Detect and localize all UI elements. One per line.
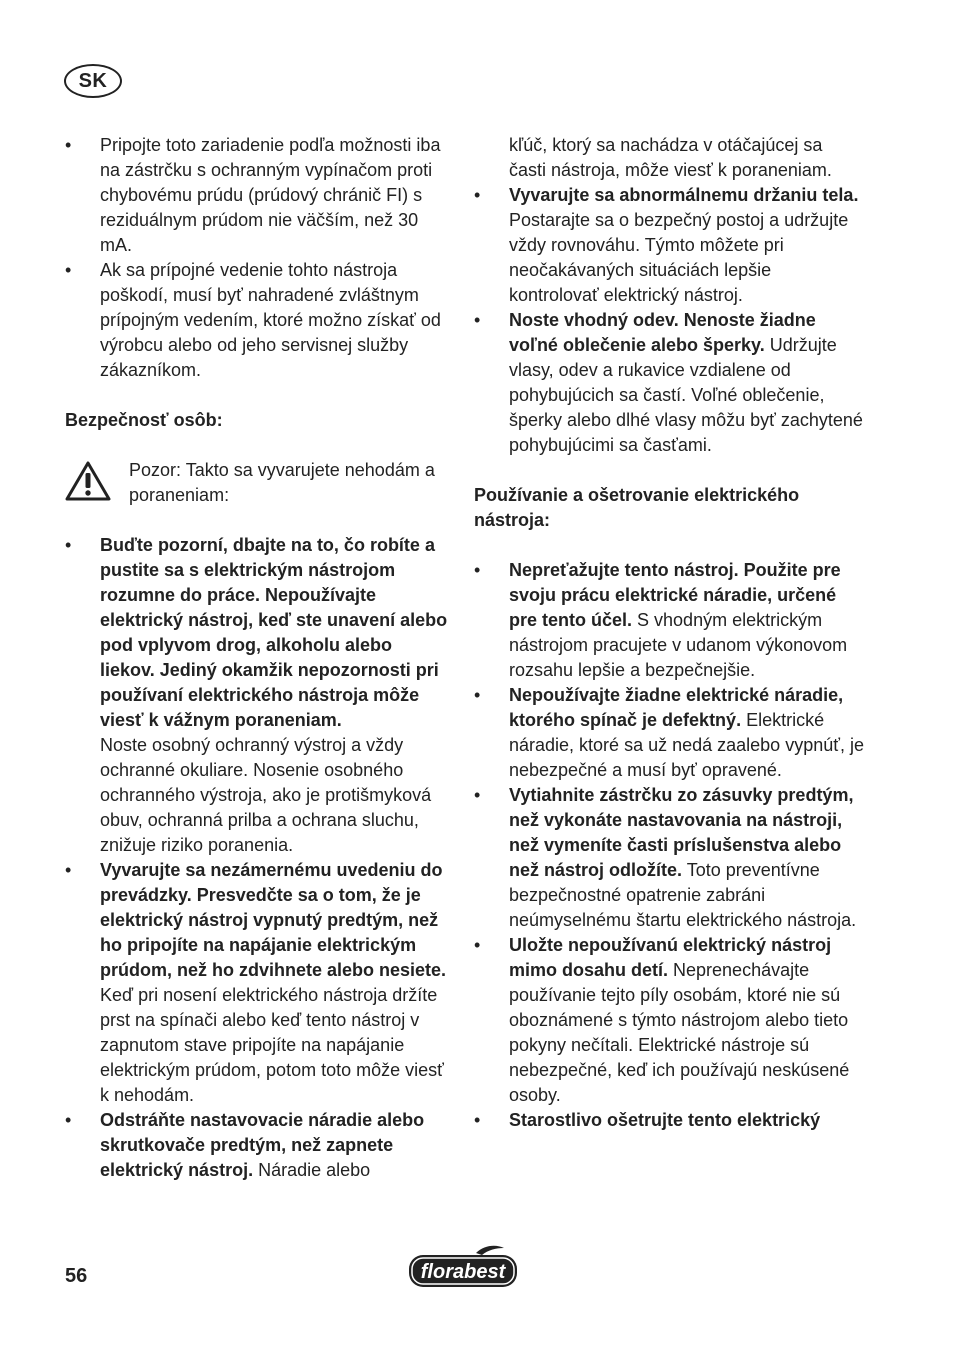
list-item-text: Elektrické náradie, ktoré sa už nedá zaalebo vypnúť, je nebezpečné a musí byť opravené. — [509, 710, 864, 780]
section-heading-tool-use: Používanie a ošetrovanie elektrického nástroja: — [474, 485, 800, 530]
page-number: 56 — [65, 1265, 88, 1287]
list-item-bold: Uložte nepoužívanú elektrický nástroj mimo dosahu detí. — [509, 935, 832, 980]
list-item — [65, 1108, 450, 1183]
list-item-text: Náradie alebo — [253, 1160, 371, 1180]
list-item — [474, 683, 864, 783]
list-item-bold: Vytiahnite zástrčku zo zásuvky predtým, než vykonáte nastavovania na nástroji, než vymeníte časti príslušenstva alebo než nástroj odložíte. — [509, 785, 854, 880]
list-item-text: Neprenechávajte používanie tejto píly osobám, ktoré nie sú oboznámené s týmto nástrojom alebo tieto pokyny nečítali. Elektrické nástroje sú nebezpečné, keď ich používajú neskúsené osoby. — [509, 960, 850, 1105]
warning-triangle-icon — [65, 460, 111, 502]
list-item-text: Keď pri nosení elektrického nástroja držíte prst na spínači alebo keď tento nástroj v zapnutom stave pripojíte na napájanie elektrickým prúdom, potom toto môže viesť k nehodám. — [100, 985, 444, 1105]
list-item-bold: Nepoužívajte žiadne elektrické náradie, ktorého spínač je defektný. — [509, 685, 844, 730]
bullet: • — [474, 685, 481, 705]
list-item — [474, 308, 864, 458]
warning-notice — [65, 458, 450, 508]
list-item-text: Postarajte sa o bezpečný postoj a udržujte vždy rovnováhu. Týmto môžete pri neočakávaných situáciách lepšie kontrolovať elektrický nástroj. — [509, 210, 849, 305]
list-item — [65, 258, 450, 383]
list-item-bold: Noste vhodný odev. Nenoste žiadne voľné oblečenie alebo šperky. — [509, 310, 816, 355]
bullet: • — [474, 185, 481, 205]
bullet: • — [474, 560, 481, 580]
list-item-bold: Vyvarujte sa nezámernému uvedeniu do prevádzky. Presvedčte sa o tom, že je elektrický nástroj vypnutý predtým, než ho pripojíte na napájanie elektrickým prúdom, než ho zdvihnete alebo nesiete. — [100, 860, 447, 980]
bullet: • — [474, 785, 481, 805]
list-item — [474, 933, 864, 1108]
section-heading-personal-safety: Bezpečnosť osôb: — [65, 410, 223, 430]
warning-text: Pozor: Takto sa vyvarujete nehodám a poraneniam: — [129, 460, 435, 505]
logo-text: florabest — [420, 1261, 506, 1283]
list-item — [65, 858, 450, 1108]
list-item-text: Toto preventívne bezpečnostné opatrenie zabráni neúmyselnému štartu elektrického nástroja. — [509, 860, 857, 930]
list-item-text: S vhodným elektrickým nástrojom pracujete v udanom výkonovom rozsahu lepšie a bezpečnejšie. — [509, 610, 848, 680]
bullet: • — [474, 310, 481, 330]
bullet: • — [65, 135, 72, 155]
bullet: • — [65, 1110, 72, 1130]
list-item — [474, 783, 864, 933]
list-item-bold: Buďte pozorní, dbajte na to, čo robíte a pustite sa s elektrickým nástrojom rozumne do práce. Nepoužívajte elektrický nástroj, keď ste unavení alebo pod vplyvom drog, alkoholu alebo liekov. Jediný okamžik nepozornosti pri používaní elektrického nástroja môže viesť k vážnym poraneniam. — [100, 535, 448, 730]
list-item — [474, 1108, 864, 1133]
list-item-text: Ak sa prípojné vedenie tohto nástroja poškodí, musí byť nahradené zvláštnym prípojným vedením, ktoré možno získať od výrobcu alebo od jeho servisnej služby zákazníkom. — [100, 260, 441, 380]
bullet: • — [65, 260, 72, 280]
bullet: • — [65, 860, 72, 880]
list-item-bold: Starostlivo ošetrujte tento elektrický — [509, 1110, 821, 1130]
florabest-logo — [406, 1244, 520, 1290]
list-item-text: Pripojte toto zariadenie podľa možnosti iba na zástrčku s ochranným vypínačom proti chybovému prúdu (prúdový chránič FI) s reziduálnym prúdom nie väčším, než 30 mA. — [100, 135, 441, 255]
bullet: • — [474, 1110, 481, 1130]
list-item — [474, 558, 864, 683]
list-item-text: Udržujte vlasy, odev a rukavice vzdialene od pohybujúcich sa častí. Voľné oblečenie, šperky alebo dlhé vlasy môžu byť zachytené pohybujúcimi sa časťami. — [509, 335, 863, 455]
right-column — [474, 133, 864, 1133]
list-item-bold: Odstráňte nastavovacie náradie alebo skrutkovače predtým, než zapnete elektrický nástroj. — [100, 1110, 425, 1180]
list-item — [65, 533, 450, 858]
list-item-bold: Vyvarujte sa abnormálnemu držaniu tela. — [509, 185, 859, 205]
list-item — [474, 183, 864, 308]
list-item-bold: Nepreťažujte tento nástroj. Použite pre svoju prácu elektrické náradie, určené pre tento účel. — [509, 560, 841, 630]
left-column — [65, 133, 450, 1183]
bullet: • — [65, 535, 72, 555]
continued-text: kľúč, ktorý sa nachádza v otáčajúcej sa časti nástroja, môže viesť k poraneniam. — [509, 135, 832, 180]
bullet: • — [474, 935, 481, 955]
list-item-text: Noste osobný ochranný výstroj a vždy ochranné okuliare. Nosenie osobného ochranného výstroja, ako je protišmyková obuv, ochranná prilba a ochrana sluchu, znižuje riziko poranenia. — [100, 735, 432, 855]
list-item — [65, 133, 450, 258]
language-badge: SK — [64, 64, 122, 98]
